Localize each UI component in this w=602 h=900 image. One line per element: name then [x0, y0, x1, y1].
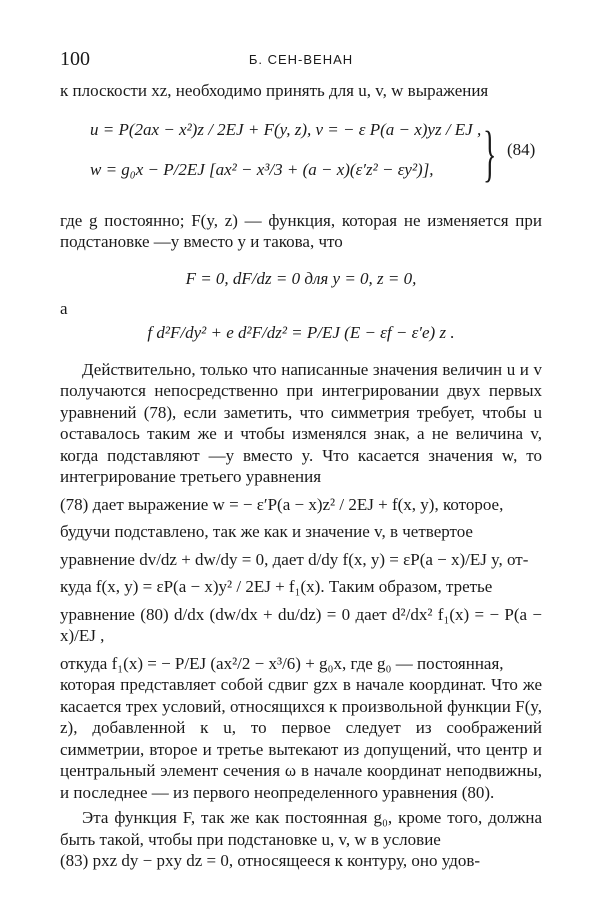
- page-header: [60, 40, 542, 72]
- para1-line-2: (78) дает выражение w = − ε′P(a − x)z² / 2EJ + f(x, y), которое,: [60, 494, 504, 514]
- condition-2: f d²F/dy² + e d²F/dz² = P/EJ (E − εf − ε′e) z .: [147, 322, 455, 342]
- page-number: 100: [60, 48, 90, 70]
- para1-line-5: куда f(x, y) = εP(a − x)y² / 2EJ + f₁(x). Таким образом, третье: [60, 577, 493, 596]
- running-title: Б. СЕН-ВЕНАН: [248, 52, 354, 67]
- right-brace: }: [483, 119, 497, 188]
- para1-line-7: откуда f₁(x) = − P/EJ (ax²/2 − x³/6) + g₀x, где g₀ — постоянная,: [60, 653, 504, 673]
- intro-line: к плоскости xz, необходимо принять для u, v, w выражения: [60, 81, 489, 100]
- equation-number: (84): [507, 139, 536, 159]
- where-text: где g постоянно; F(y, z) — функция, которая не изменяется при подстановке —y вместо y и такова, что: [60, 210, 542, 251]
- condition-1: F = 0, dF/dz = 0 для y = 0, z = 0,: [185, 268, 417, 288]
- equation-84: [60, 110, 542, 206]
- equation-84-line-1: u = P(2ax − x²)z / 2EJ + F(y, z), v = − ε P(a − x)yz / EJ ,: [90, 119, 482, 139]
- para1-line-block-1: Действительно, только что написанные значения величин u и v получаются непосредственно при интегрировании двух первых уравнений (78), если заметить, что симметрия требует, чтобы u оставалось таким же и чтобы изменялся знак, а не величина v, когда подставляют —y вместо y. Что касается значения w, то интегрирование третьего уравнения: [60, 359, 542, 486]
- equation-84-line-2: w = g₀x − P/2EJ [ax² − x³/3 + (a − x)(ε′z² − εy²)],: [90, 159, 434, 179]
- conjunction-a: а: [60, 298, 68, 318]
- para2-line-block-1: Эта функция F, так же как постоянная g₀, кроме того, должна быть такой, чтобы при подстановке u, v, w в условие: [60, 808, 542, 849]
- para1-line-3: будучи подставлено, так же как и значение v, в четвертое: [60, 522, 473, 541]
- para1-line-block-8: которая представляет собой сдвиг gzx в начале координат. Что же касается трех условий, относящихся к произвольной функции F(y, z), добавленной к u, то первое следует из соображений симметрии, второе и третье вытекают из допущений, что центр и центральный элемент сечения ω в начале координат неподвижны, и последнее — из первого неопределенного уравнения (80).: [60, 675, 542, 802]
- para1-line-4: уравнение dv/dz + dw/dy = 0, дает d/dy f(x, y) = εP(a − x)/EJ y, от-: [60, 549, 529, 569]
- page: [60, 40, 542, 872]
- para1-line-6: уравнение (80) d/dx (dw/dx + du/dz) = 0 дает d²/dx² f₁(x) = − P(a − x)/EJ ,: [60, 604, 542, 645]
- para2-line-2: (83) pxz dy − pxy dz = 0, относящееся к контуру, оно удов-: [60, 851, 481, 870]
